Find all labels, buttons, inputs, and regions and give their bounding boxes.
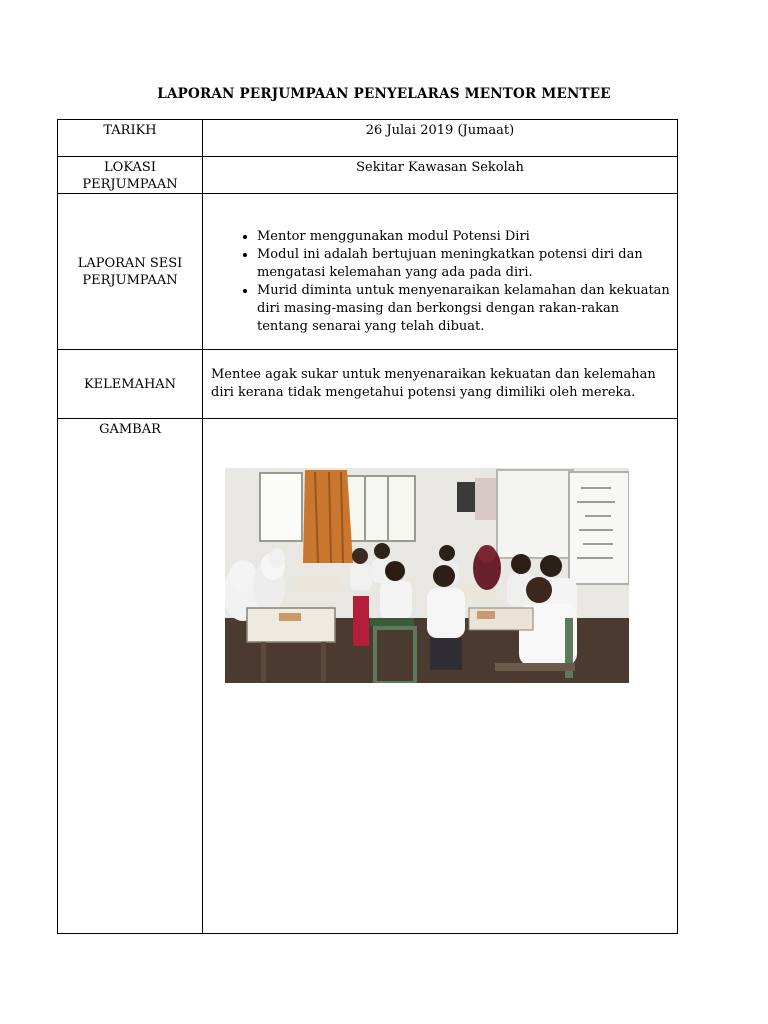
- label-gambar: [58, 419, 203, 934]
- row-gambar: [58, 419, 678, 934]
- label-kelemahan-text: KELEMAHAN: [83, 376, 177, 392]
- row-kelemahan: [58, 350, 678, 419]
- value-laporan: [203, 194, 678, 350]
- value-lokasi: [203, 157, 678, 194]
- report-table: [57, 119, 678, 934]
- photo-wrap: [203, 419, 677, 683]
- page-title: LAPORAN PERJUMPAAN PENYELARAS MENTOR MENTEE: [157, 86, 611, 102]
- label-tarikh: [58, 120, 203, 157]
- report-bullet-2: • Modul ini adalah bertujuan meningkatkan potensi diri dan mengatasi kelemahan yang ada pada diri.: [257, 246, 671, 282]
- photo-curtain: [303, 470, 353, 563]
- label-laporan-line2: PERJUMPAAN: [82, 272, 178, 288]
- photo-board-2: [475, 478, 497, 520]
- label-tarikh-text: TARIKH: [103, 123, 157, 138]
- date-text: 26 Julai 2019 (Jumaat): [365, 123, 515, 138]
- label-lokasi: [58, 157, 203, 194]
- row-laporan: [58, 194, 678, 350]
- photo-board-1: [457, 482, 475, 512]
- location-text: Sekitar Kawasan Sekolah: [356, 160, 524, 175]
- label-lokasi-line1: LOKASI: [104, 160, 156, 175]
- photo-window-left: [260, 473, 302, 541]
- label-gambar-text: GAMBAR: [99, 422, 161, 437]
- value-tarikh: [203, 120, 678, 157]
- photo-window-right: [345, 476, 415, 541]
- value-gambar: [203, 419, 678, 934]
- photo-whiteboard: [497, 470, 573, 558]
- label-laporan: [58, 194, 203, 350]
- value-kelemahan: [203, 350, 678, 419]
- row-lokasi: [58, 157, 678, 194]
- photo-notice-board: [569, 472, 629, 584]
- report-bullet-list: [203, 194, 677, 336]
- label-laporan-line1: LAPORAN SESI: [77, 255, 183, 271]
- label-kelemahan: [58, 350, 203, 419]
- classroom-photo: [225, 468, 629, 683]
- label-lokasi-line2: PERJUMPAAN: [82, 177, 178, 192]
- report-bullet-3: • Murid diminta untuk menyenaraikan kelamahan dan kekuatan diri masing-masing dan berkongsi dengan rakan-rakan tentang senarai yang telah dibuat.: [257, 282, 671, 336]
- weakness-text: Mentee agak sukar untuk menyenaraikan kekuatan dan kelemahan diri kerana tidak mengetahui potensi yang dimiliki oleh mereka.: [211, 367, 656, 400]
- row-tarikh: [58, 120, 678, 157]
- report-bullet-1: • Mentor menggunakan modul Potensi Diri: [257, 228, 671, 246]
